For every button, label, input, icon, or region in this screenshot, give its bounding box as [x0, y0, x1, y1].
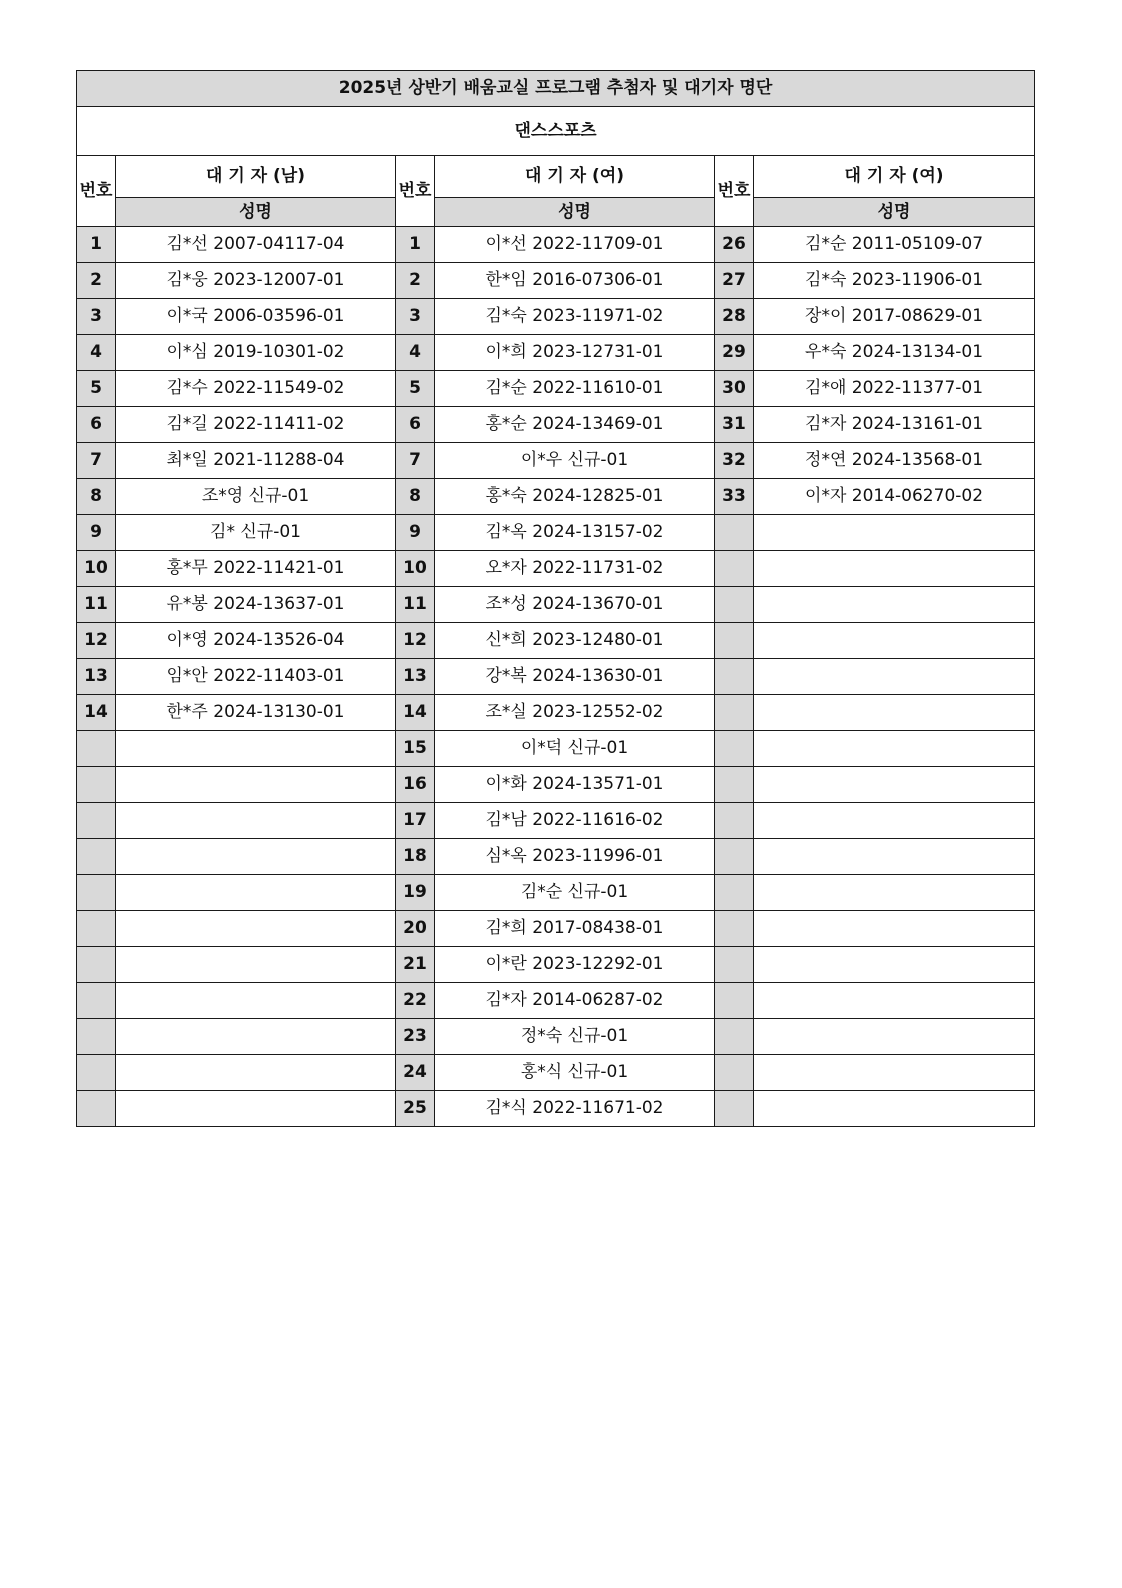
male-number [77, 947, 116, 983]
male-entry: 이*심 2019-10301-02 [116, 335, 396, 371]
male-entry: 이*국 2006-03596-01 [116, 299, 396, 335]
female-2-entry [754, 803, 1035, 839]
male-entry [116, 803, 396, 839]
male-entry [116, 947, 396, 983]
female-1-number: 2 [396, 263, 435, 299]
male-entry [116, 875, 396, 911]
female-1-entry: 강*복 2024-13630-01 [435, 659, 715, 695]
male-number: 13 [77, 659, 116, 695]
title-row [77, 71, 1035, 107]
female-2-number: 32 [715, 443, 754, 479]
female-1-entry: 조*실 2023-12552-02 [435, 695, 715, 731]
male-entry [116, 767, 396, 803]
female-1-entry: 이*희 2023-12731-01 [435, 335, 715, 371]
female-1-number: 24 [396, 1055, 435, 1091]
female-1-number: 5 [396, 371, 435, 407]
female-1-entry: 김*숙 2023-11971-02 [435, 299, 715, 335]
female-2-number [715, 587, 754, 623]
female-1-entry: 오*자 2022-11731-02 [435, 551, 715, 587]
female-1-entry: 한*임 2016-07306-01 [435, 263, 715, 299]
male-entry: 김*선 2007-04117-04 [116, 227, 396, 263]
subtitle-row [77, 107, 1035, 156]
female-1-number: 6 [396, 407, 435, 443]
female-2-entry [754, 839, 1035, 875]
male-entry: 임*안 2022-11403-01 [116, 659, 396, 695]
male-number [77, 839, 116, 875]
name-header-female-1: 성명 [435, 198, 715, 227]
table-row [77, 659, 1035, 695]
table-row [77, 299, 1035, 335]
female-2-number: 31 [715, 407, 754, 443]
table-row [77, 479, 1035, 515]
female-1-number: 19 [396, 875, 435, 911]
female-2-entry: 이*자 2014-06270-02 [754, 479, 1035, 515]
male-number [77, 1055, 116, 1091]
female-2-number [715, 1055, 754, 1091]
female-1-entry: 정*숙 신규-01 [435, 1019, 715, 1055]
female-1-number: 3 [396, 299, 435, 335]
male-entry: 유*봉 2024-13637-01 [116, 587, 396, 623]
female-2-number [715, 983, 754, 1019]
male-number [77, 983, 116, 1019]
female-1-entry: 심*옥 2023-11996-01 [435, 839, 715, 875]
female-2-entry: 김*자 2024-13161-01 [754, 407, 1035, 443]
female-1-number: 20 [396, 911, 435, 947]
male-number: 7 [77, 443, 116, 479]
female-1-entry: 홍*숙 2024-12825-01 [435, 479, 715, 515]
table-row [77, 623, 1035, 659]
female-2-number [715, 731, 754, 767]
table-row [77, 263, 1035, 299]
table-row [77, 587, 1035, 623]
female-2-entry: 김*숙 2023-11906-01 [754, 263, 1035, 299]
female-1-entry: 이*덕 신규-01 [435, 731, 715, 767]
roster-table [76, 70, 1035, 1127]
female-2-number: 30 [715, 371, 754, 407]
female-1-entry: 홍*순 2024-13469-01 [435, 407, 715, 443]
table-row [77, 839, 1035, 875]
table-row [77, 947, 1035, 983]
table-row [77, 911, 1035, 947]
male-entry [116, 731, 396, 767]
table-row [77, 551, 1035, 587]
male-number: 9 [77, 515, 116, 551]
female-1-entry: 김*순 2022-11610-01 [435, 371, 715, 407]
female-2-number: 29 [715, 335, 754, 371]
female-1-entry: 이*선 2022-11709-01 [435, 227, 715, 263]
female-2-number [715, 551, 754, 587]
number-header-female-1: 번호 [396, 156, 435, 227]
name-header-row [77, 198, 1035, 227]
table-row [77, 695, 1035, 731]
male-number [77, 803, 116, 839]
male-number: 2 [77, 263, 116, 299]
table-row [77, 731, 1035, 767]
female-2-entry [754, 1091, 1035, 1127]
female-1-entry: 조*성 2024-13670-01 [435, 587, 715, 623]
female-2-number [715, 875, 754, 911]
male-number: 10 [77, 551, 116, 587]
female-2-entry [754, 659, 1035, 695]
table-row [77, 443, 1035, 479]
male-number [77, 1091, 116, 1127]
female-1-entry: 김*희 2017-08438-01 [435, 911, 715, 947]
female-2-entry: 장*이 2017-08629-01 [754, 299, 1035, 335]
female-2-entry [754, 695, 1035, 731]
table-row [77, 371, 1035, 407]
male-entry [116, 1091, 396, 1127]
female-1-number: 9 [396, 515, 435, 551]
female-2-number: 33 [715, 479, 754, 515]
male-number: 14 [77, 695, 116, 731]
female-2-entry [754, 587, 1035, 623]
table-row [77, 407, 1035, 443]
female-1-entry: 김*식 2022-11671-02 [435, 1091, 715, 1127]
female-1-number: 22 [396, 983, 435, 1019]
male-number [77, 911, 116, 947]
female-1-number: 18 [396, 839, 435, 875]
female-2-number [715, 911, 754, 947]
table-row [77, 227, 1035, 263]
male-entry [116, 1055, 396, 1091]
female-2-entry [754, 875, 1035, 911]
female-2-entry [754, 515, 1035, 551]
male-number: 12 [77, 623, 116, 659]
female-2-number: 27 [715, 263, 754, 299]
female-2-entry: 우*숙 2024-13134-01 [754, 335, 1035, 371]
female-1-number: 10 [396, 551, 435, 587]
roster-sheet [76, 70, 1034, 1127]
female-2-number: 28 [715, 299, 754, 335]
female-2-entry [754, 623, 1035, 659]
male-number: 1 [77, 227, 116, 263]
female-1-number: 15 [396, 731, 435, 767]
male-entry: 김*웅 2023-12007-01 [116, 263, 396, 299]
female-2-number [715, 803, 754, 839]
group-header-row [77, 156, 1035, 198]
female-2-number [715, 1091, 754, 1127]
male-entry: 조*영 신규-01 [116, 479, 396, 515]
female-1-number: 4 [396, 335, 435, 371]
group-header-female-2: 대 기 자 (여) [754, 156, 1035, 198]
number-header-male: 번호 [77, 156, 116, 227]
female-2-entry: 정*연 2024-13568-01 [754, 443, 1035, 479]
female-2-entry: 김*애 2022-11377-01 [754, 371, 1035, 407]
male-number: 8 [77, 479, 116, 515]
program-name: 댄스스포츠 [77, 107, 1035, 156]
female-1-number: 7 [396, 443, 435, 479]
name-header-female-2: 성명 [754, 198, 1035, 227]
female-1-number: 14 [396, 695, 435, 731]
female-2-entry [754, 1055, 1035, 1091]
male-number: 3 [77, 299, 116, 335]
female-2-entry [754, 911, 1035, 947]
female-1-number: 13 [396, 659, 435, 695]
female-1-entry: 이*란 2023-12292-01 [435, 947, 715, 983]
male-number: 5 [77, 371, 116, 407]
table-row [77, 803, 1035, 839]
female-1-number: 8 [396, 479, 435, 515]
female-2-entry [754, 983, 1035, 1019]
female-2-number: 26 [715, 227, 754, 263]
female-1-entry: 신*희 2023-12480-01 [435, 623, 715, 659]
female-1-number: 23 [396, 1019, 435, 1055]
table-row [77, 515, 1035, 551]
document-title: 2025년 상반기 배움교실 프로그램 추첨자 및 대기자 명단 [77, 71, 1035, 107]
female-1-entry: 홍*식 신규-01 [435, 1055, 715, 1091]
male-entry [116, 911, 396, 947]
table-row [77, 335, 1035, 371]
female-1-number: 16 [396, 767, 435, 803]
table-row [77, 1055, 1035, 1091]
female-2-entry: 김*순 2011-05109-07 [754, 227, 1035, 263]
male-number [77, 1019, 116, 1055]
female-2-number [715, 947, 754, 983]
male-entry: 최*일 2021-11288-04 [116, 443, 396, 479]
male-entry: 김*길 2022-11411-02 [116, 407, 396, 443]
female-2-entry [754, 767, 1035, 803]
female-2-number [715, 839, 754, 875]
group-header-female-1: 대 기 자 (여) [435, 156, 715, 198]
table-row [77, 983, 1035, 1019]
female-2-entry [754, 1019, 1035, 1055]
female-2-number [715, 515, 754, 551]
female-2-number [715, 659, 754, 695]
table-row [77, 1019, 1035, 1055]
table-row [77, 875, 1035, 911]
male-entry [116, 983, 396, 1019]
female-2-number [715, 767, 754, 803]
name-header-male: 성명 [116, 198, 396, 227]
female-1-entry: 이*우 신규-01 [435, 443, 715, 479]
table-row [77, 1091, 1035, 1127]
female-2-entry [754, 731, 1035, 767]
male-number: 11 [77, 587, 116, 623]
female-2-number [715, 1019, 754, 1055]
male-entry [116, 1019, 396, 1055]
male-number [77, 875, 116, 911]
female-1-number: 25 [396, 1091, 435, 1127]
group-header-male: 대 기 자 (남) [116, 156, 396, 198]
number-header-female-2: 번호 [715, 156, 754, 227]
female-1-number: 1 [396, 227, 435, 263]
male-entry: 한*주 2024-13130-01 [116, 695, 396, 731]
female-1-number: 11 [396, 587, 435, 623]
female-1-entry: 이*화 2024-13571-01 [435, 767, 715, 803]
female-2-entry [754, 551, 1035, 587]
table-row [77, 767, 1035, 803]
female-2-number [715, 623, 754, 659]
female-1-entry: 김*남 2022-11616-02 [435, 803, 715, 839]
female-2-number [715, 695, 754, 731]
female-1-number: 17 [396, 803, 435, 839]
female-1-entry: 김*순 신규-01 [435, 875, 715, 911]
male-number: 6 [77, 407, 116, 443]
female-1-entry: 김*옥 2024-13157-02 [435, 515, 715, 551]
male-entry: 김* 신규-01 [116, 515, 396, 551]
female-2-entry [754, 947, 1035, 983]
female-1-number: 21 [396, 947, 435, 983]
male-entry [116, 839, 396, 875]
male-number: 4 [77, 335, 116, 371]
male-number [77, 767, 116, 803]
male-entry: 홍*무 2022-11421-01 [116, 551, 396, 587]
female-1-number: 12 [396, 623, 435, 659]
male-entry: 김*수 2022-11549-02 [116, 371, 396, 407]
female-1-entry: 김*자 2014-06287-02 [435, 983, 715, 1019]
male-entry: 이*영 2024-13526-04 [116, 623, 396, 659]
male-number [77, 731, 116, 767]
